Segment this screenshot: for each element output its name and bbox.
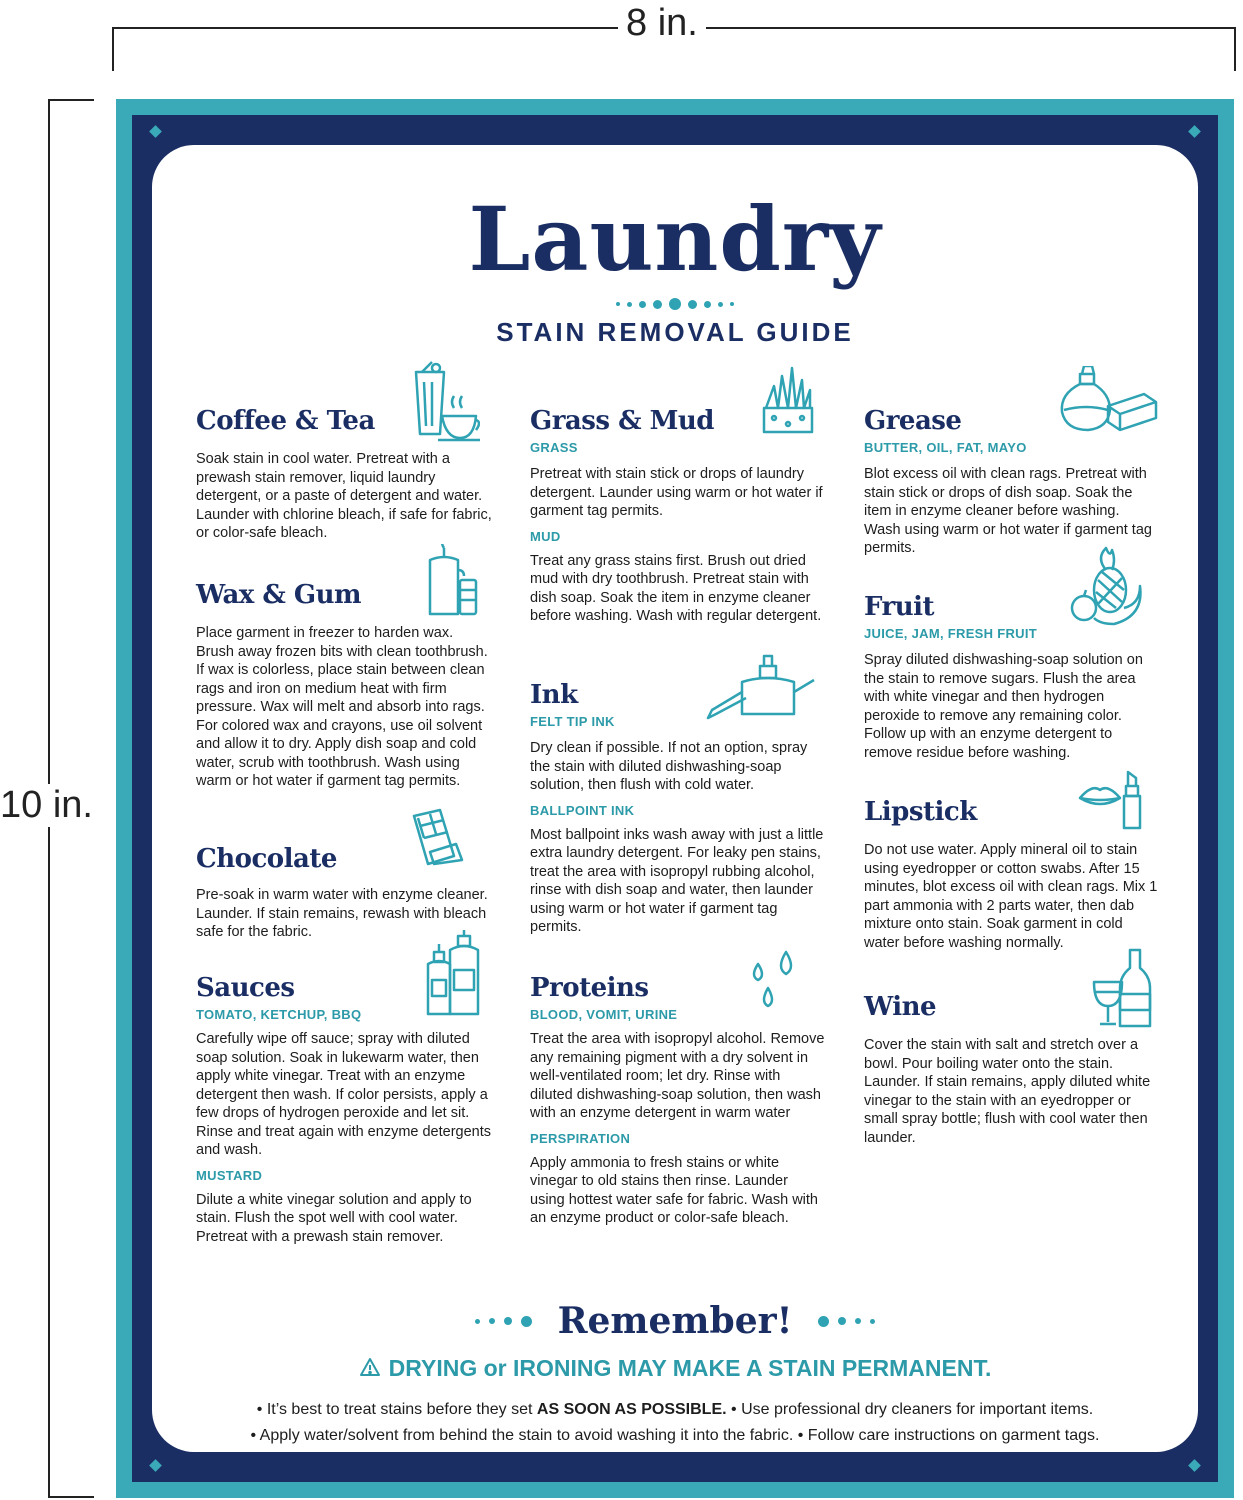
condiment-bottles-icon bbox=[424, 930, 482, 1018]
section-text: Apply ammonia to fresh stains or white vinegar to old stains then rinse. Launder using hottest water safe for fabric. Wash with an enzyme product or color-safe bleach. bbox=[530, 1154, 818, 1226]
ink-pot-and-pen-icon bbox=[706, 652, 818, 720]
wine-bottle-and-glass-icon bbox=[1092, 948, 1152, 1028]
section-text: Treat any grass stains first. Brush out dried mud with dry toothbrush. Pretreat stain with dish soap. Soak the item in enzyme cleaner before washing. Wash with regular detergent. bbox=[530, 552, 822, 624]
warning-triangle-icon bbox=[359, 1356, 381, 1383]
candle-and-gum-icon bbox=[424, 544, 480, 618]
section-text: Place garment in freezer to harden wax. Brush away frozen bits with clean toothbrush. If wax is colorless, place stain between clean rags and iron on medium heat with firm pressure. Wax will melt and absorb into rags. For colored wax and crayons, use oil solvent and allow it to dry. Apply dish soap and cold water, scrub with toothbrush. Wash using warm or hot water if garment tag permits. bbox=[196, 625, 488, 789]
width-dimension-label: 8 in. bbox=[618, 2, 706, 45]
section-text: Most ballpoint inks wash away with just a little extra laundry detergent. For leaky pen stains, treat the area with isopropyl rubbing alcohol, rinse with dish soap and water, then launder using warm or hot water if garment tag permits. bbox=[530, 826, 824, 935]
section-grass-mud bbox=[530, 406, 826, 626]
droplets-icon bbox=[748, 950, 798, 1012]
section-subheading: JUICE, JAM, FRESH FRUIT bbox=[864, 626, 1038, 641]
section-title: Ink bbox=[530, 680, 578, 710]
section-text: Blot excess oil with clean rags. Pretreat with stain stick or drops of dish soap. Soak the item in enzyme cleaner before washing. Wash using warm or hot water if garment tag permits. bbox=[864, 466, 1152, 556]
tip-text: • Use professional dry cleaners for important items. bbox=[726, 1401, 1094, 1418]
section-subheading: TOMATO, KETCHUP, BBQ bbox=[196, 1007, 362, 1022]
fruit-icon bbox=[1068, 546, 1144, 628]
height-dimension-label: 10 in. bbox=[0, 784, 93, 826]
section-subheading: MUSTARD bbox=[196, 1167, 263, 1183]
remember-dots-left bbox=[475, 1316, 532, 1327]
corner-diamond-icon bbox=[149, 1459, 162, 1472]
remember-heading-row bbox=[152, 1300, 1198, 1342]
section-subheading: GRASS bbox=[530, 440, 578, 455]
grass-icon bbox=[762, 366, 814, 436]
remember-title: Remember! bbox=[557, 1300, 793, 1342]
height-dimension-tick-top bbox=[48, 99, 94, 101]
warning-line bbox=[152, 1355, 1198, 1383]
section-title: Grass & Mud bbox=[530, 406, 714, 436]
tip-text: • It’s best to treat stains before they set bbox=[256, 1401, 537, 1418]
corner-diamond-icon bbox=[149, 125, 162, 138]
section-title: Lipstick bbox=[864, 797, 977, 827]
section-title: Grease bbox=[864, 406, 962, 436]
section-text: Dilute a white vinegar solution and apply to stain. Flush the spot well with cool water. Pretreat with a prewash stain remover. bbox=[196, 1191, 472, 1245]
oil-bottle-and-butter-icon bbox=[1058, 366, 1158, 434]
warning-text: DRYING or IRONING MAY MAKE A STAIN PERMANENT. bbox=[388, 1355, 992, 1381]
poster-border bbox=[132, 115, 1218, 1482]
tip-emphasis: AS SOON AS POSSIBLE. bbox=[536, 1401, 727, 1418]
section-text: Soak stain in cool water. Pretreat with a prewash stain remover, liquid laundry detergent, or a paste of detergent and water. Launder with chlorine bleach, if safe for fabric, or color-safe bleach. bbox=[196, 451, 492, 541]
corner-diamond-icon bbox=[1188, 125, 1201, 138]
section-subheading: MUD bbox=[530, 528, 561, 544]
title-divider-dots bbox=[152, 298, 1198, 310]
height-dimension-tick-bottom bbox=[48, 1496, 94, 1498]
section-subheading: PERSPIRATION bbox=[530, 1130, 631, 1146]
corner-diamond-icon bbox=[1188, 1459, 1201, 1472]
chocolate-bar-icon bbox=[410, 808, 466, 866]
section-title: Coffee & Tea bbox=[196, 406, 375, 436]
iced-drink-and-teacup-icon bbox=[410, 360, 480, 446]
section-text: Spray diluted dishwashing-soap solution on the stain to remove sugars. Flush the area with white vinegar and then hydrogen peroxide to remove any remaining color. Follow up with an enzyme detergent to remove residue before washing. bbox=[864, 652, 1143, 761]
tip-line-1 bbox=[152, 1401, 1198, 1419]
section-text: Carefully wipe off sauce; spray with diluted soap solution. Soak in lukewarm water, then apply white vinegar. Treat with an enzyme detergent then wash. If color persists, apply a few drops of hydrogen peroxide and let sit. Rinse and treat again with enzyme detergents and wash. bbox=[196, 1031, 492, 1158]
lips-and-lipstick-icon bbox=[1078, 770, 1148, 830]
section-subheading: BALLPOINT INK bbox=[530, 802, 635, 818]
width-dimension-tick-left bbox=[112, 27, 114, 71]
section-text: Treat the area with isopropyl alcohol. Remove any remaining pigment with a dry solvent in well-ventilated room; let dry. Rinse with diluted dishwashing-soap solution, then wash with an enzyme detergent in warm water bbox=[530, 1031, 825, 1121]
section-title: Fruit bbox=[864, 592, 934, 622]
poster-card bbox=[152, 145, 1198, 1452]
section-title: Sauces bbox=[196, 973, 295, 1003]
section-text: Pretreat with stain stick or drops of laundry detergent. Launder using warm or hot water if garment tag permits. bbox=[530, 466, 823, 519]
width-dimension-tick-right bbox=[1234, 27, 1236, 71]
section-title: Proteins bbox=[530, 973, 649, 1003]
section-title: Wax & Gum bbox=[196, 580, 361, 610]
section-text: Do not use water. Apply mineral oil to stain using eyedropper or cotton swabs. After 15 minutes, blot excess oil with clean rags. Mix 1 part ammonia with 2 parts water, then dab mixture onto stain. Soak garment in cold water before washing normally. bbox=[864, 842, 1158, 951]
section-title: Wine bbox=[864, 992, 937, 1022]
tip-line-2: • Apply water/solvent from behind the stain to avoid washing it into the fabric. • Follow care instructions on garment tags. bbox=[250, 1427, 1100, 1444]
poster bbox=[116, 99, 1234, 1498]
page-subtitle: STAIN REMOVAL GUIDE bbox=[496, 317, 854, 347]
remember-dots-right bbox=[818, 1316, 875, 1327]
section-text: Cover the stain with salt and stretch over a bowl. Pour boiling water onto the stain. Launder. If stain remains, apply diluted white vinegar to the stain with an eyedropper or small spray bottle; flush with cool water then launder. bbox=[864, 1037, 1151, 1146]
page-title: Laundry bbox=[468, 187, 882, 291]
section-subheading: BUTTER, OIL, FAT, MAYO bbox=[864, 440, 1027, 455]
section-subheading: FELT TIP INK bbox=[530, 714, 615, 729]
section-text: Pre-soak in warm water with enzyme cleaner. Launder. If stain remains, rewash with bleach safe for the fabric. bbox=[196, 887, 488, 940]
section-subheading: BLOOD, VOMIT, URINE bbox=[530, 1007, 678, 1022]
section-text: Dry clean if possible. If not an option, spray the stain with diluted dishwashing-soap solution, then flush with cold water. bbox=[530, 740, 808, 793]
section-title: Chocolate bbox=[196, 844, 337, 874]
